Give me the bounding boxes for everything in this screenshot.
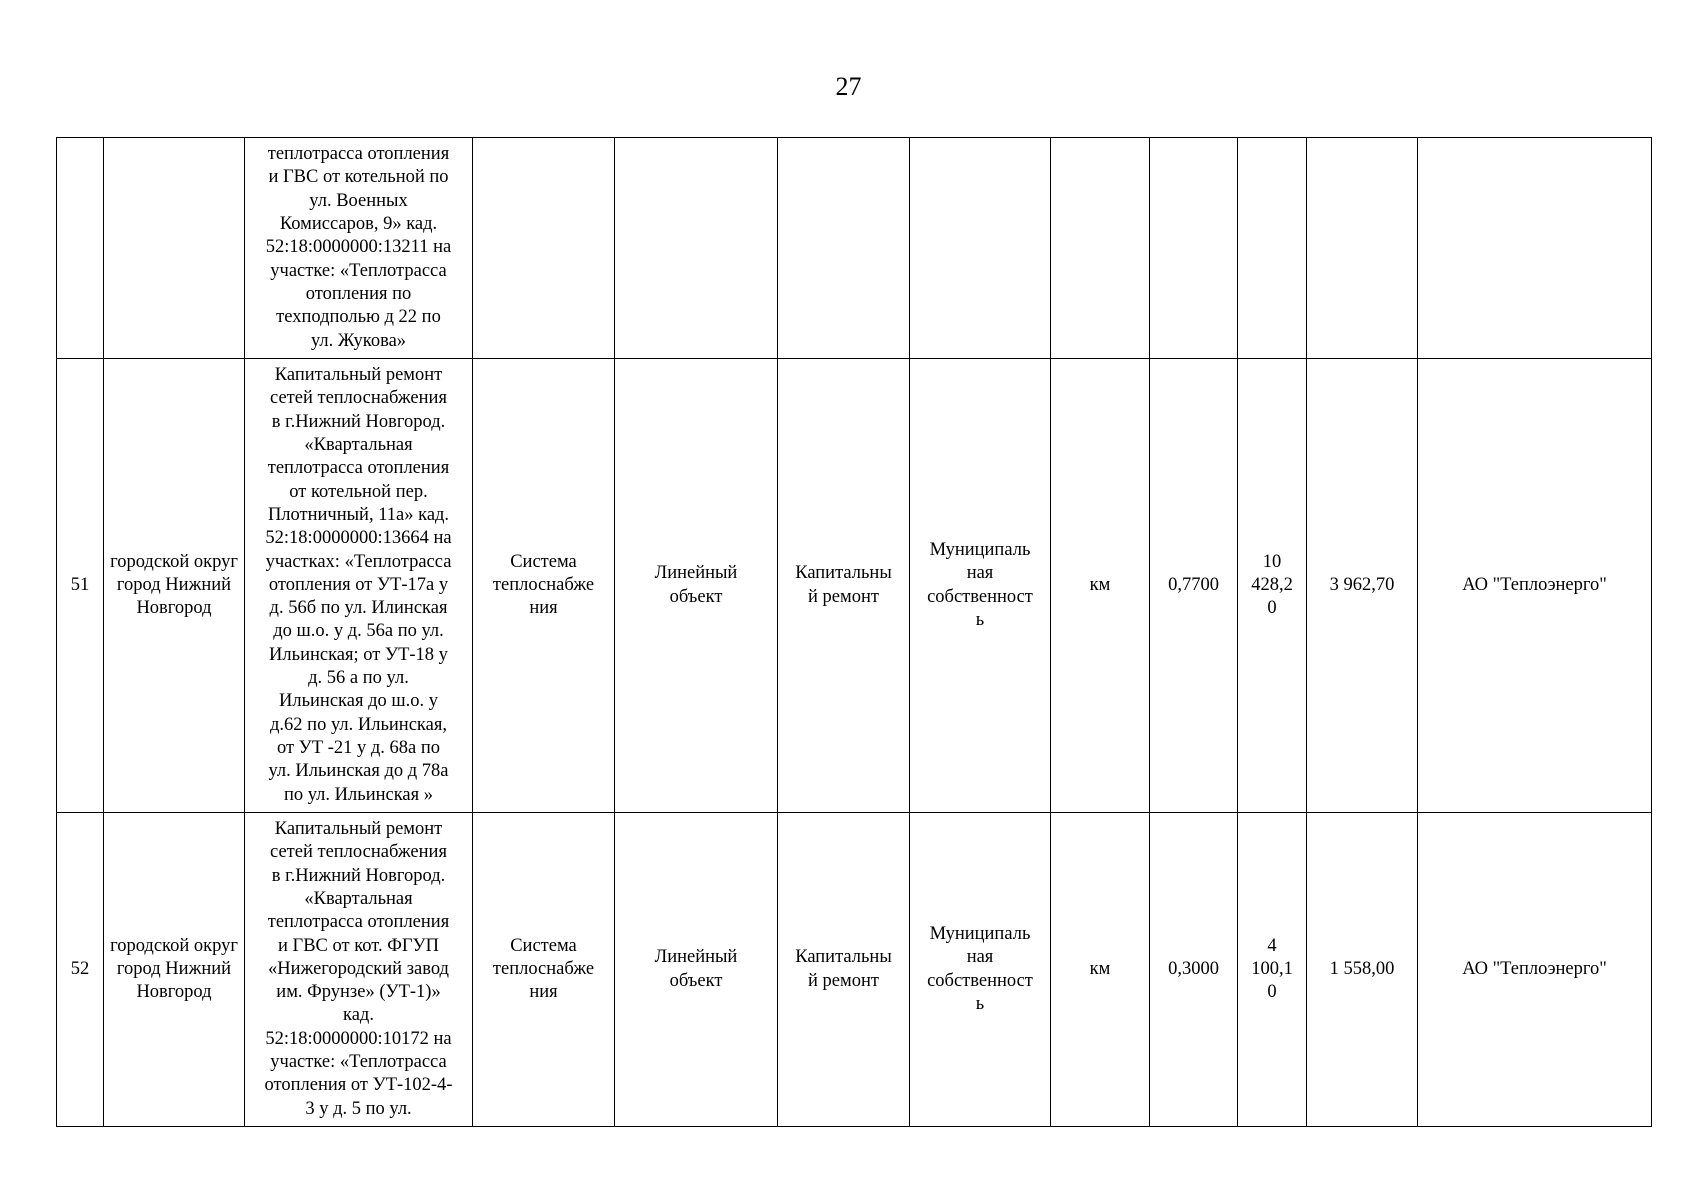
work-type-cell	[778, 813, 910, 1127]
cell-line: 428,2	[1251, 574, 1293, 595]
row-number-cell: 51	[57, 359, 104, 813]
work-type-cell	[778, 138, 910, 359]
cell-line: от УТ -21 у д. 68а по	[276, 737, 441, 758]
cell-line: ния	[529, 598, 558, 619]
cell-line: 4	[1267, 935, 1277, 956]
cell-line: Ильинская; от УТ-18 у	[269, 644, 448, 665]
cell-line: участке: «Теплотрасса	[270, 1052, 447, 1073]
description-cell	[245, 138, 473, 359]
cell-line: объект	[669, 586, 723, 607]
page-number: 27	[835, 72, 862, 101]
cell-line: и ГВС от кот. ФГУП	[277, 935, 439, 956]
cell-line: Система	[510, 935, 577, 956]
description-cell	[245, 813, 473, 1127]
cost-cell	[1238, 138, 1307, 359]
cell-line: д. 56б по ул. Илинская	[269, 598, 448, 619]
unit-cell: км	[1051, 813, 1150, 1127]
cell-line: теплотрасса отопления	[267, 458, 450, 479]
cell-line: участке: «Теплотрасса	[270, 260, 447, 281]
cell-line: в г.Нижний Новгород.	[271, 411, 446, 432]
territory-cell	[104, 138, 245, 359]
row-number-cell: 52	[57, 813, 104, 1127]
cell-line: объект	[669, 970, 723, 991]
object-type-cell	[615, 138, 778, 359]
cell-line: й ремонт	[808, 970, 879, 991]
value-cell	[1307, 138, 1418, 359]
cell-line: собственност	[927, 970, 1033, 991]
cell-line: Капитальный ремонт	[274, 365, 443, 386]
value-cell: 3 962,70	[1307, 359, 1418, 813]
cell-line: ь	[975, 993, 985, 1014]
table-row	[57, 813, 1652, 1127]
cell-line: ная	[966, 563, 994, 584]
cell-line: Капитальны	[795, 563, 892, 584]
cell-line: «Квартальная	[304, 435, 413, 456]
cell-line: Система	[510, 551, 577, 572]
cost-cell	[1238, 359, 1307, 813]
unit-cell: км	[1051, 359, 1150, 813]
cell-line: д. 56 а по ул.	[308, 668, 409, 689]
cell-line: 52:18:0000000:10172 на	[265, 1028, 452, 1049]
length-cell: 0,7700	[1150, 359, 1238, 813]
cell-line: Капитальный ремонт	[274, 819, 443, 840]
cell-line: теплоснабже	[492, 574, 595, 595]
unit-cell	[1051, 138, 1150, 359]
row-number-cell	[57, 138, 104, 359]
cell-line: по ул. Ильинская »	[283, 784, 434, 805]
cell-line: «Нижегородский завод	[268, 958, 449, 979]
cell-line: до ш.о. у д. 56а по ул.	[273, 621, 444, 642]
work-type-cell	[778, 359, 910, 813]
table-row	[57, 359, 1652, 813]
cell-line: участках: «Теплотрасса	[265, 551, 452, 572]
object-type-cell	[615, 359, 778, 813]
system-cell	[473, 138, 615, 359]
organization-cell: АО "Теплоэнерго"	[1418, 359, 1652, 813]
cell-line: ная	[966, 947, 994, 968]
cell-line: «Квартальная	[304, 888, 413, 909]
description-cell	[245, 359, 473, 813]
cost-cell	[1238, 813, 1307, 1127]
ownership-cell	[910, 359, 1051, 813]
cell-line: Муниципаль	[929, 539, 1031, 560]
cell-line: от котельной пер.	[289, 481, 428, 502]
cell-line: й ремонт	[808, 586, 879, 607]
cell-line: 0	[1267, 982, 1277, 1003]
cell-line: ния	[529, 982, 558, 1003]
length-cell	[1150, 138, 1238, 359]
organization-cell	[1418, 138, 1652, 359]
cell-line: теплоснабже	[492, 958, 595, 979]
cell-line: теплотрасса отопления	[267, 912, 450, 933]
object-type-cell	[615, 813, 778, 1127]
cell-line: 52:18:0000000:13664 на	[265, 528, 452, 549]
cell-line: ул. Жукова»	[310, 330, 407, 351]
cell-line: 10	[1262, 551, 1282, 572]
cell-line: отопления от УТ-17а у	[268, 574, 449, 595]
cell-line: отопления по	[305, 283, 412, 304]
cell-line: Плотничный, 11а» кад.	[267, 504, 450, 525]
table-row	[57, 138, 1652, 359]
ownership-cell	[910, 138, 1051, 359]
cell-line: ь	[975, 609, 985, 630]
cell-line: кад.	[343, 1005, 374, 1026]
cell-line: им. Фрунзе» (УТ-1)»	[276, 982, 441, 1003]
cell-line: собственност	[927, 586, 1033, 607]
ownership-cell	[910, 813, 1051, 1127]
cell-line: теплотрасса отопления	[267, 144, 450, 165]
cell-line: сетей теплоснабжения	[270, 388, 447, 409]
cell-line: техподполью д 22 по	[276, 307, 441, 328]
cell-line: Капитальны	[795, 947, 892, 968]
cell-line: ул. Ильинская до д 78а	[268, 761, 449, 782]
cell-line: Ильинская до ш.о. у	[278, 691, 438, 712]
system-cell	[473, 359, 615, 813]
cell-line: 100,1	[1251, 958, 1293, 979]
system-cell	[473, 813, 615, 1127]
length-cell: 0,3000	[1150, 813, 1238, 1127]
cell-line: сетей теплоснабжения	[270, 842, 447, 863]
cell-line: отопления от УТ-102-4-	[264, 1075, 453, 1096]
cell-line: в г.Нижний Новгород.	[271, 865, 446, 886]
cell-line: 3 у д. 5 по ул.	[305, 1098, 412, 1119]
cell-line: д.62 по ул. Ильинская,	[270, 714, 447, 735]
territory-cell: городской округ город Нижний Новгород	[104, 359, 245, 813]
value-cell: 1 558,00	[1307, 813, 1418, 1127]
cell-line: Линейный	[654, 947, 738, 968]
cell-line: 0	[1267, 598, 1277, 619]
cell-line: 52:18:0000000:13211 на	[265, 237, 452, 258]
cell-line: и ГВС от котельной по	[268, 167, 449, 188]
works-table	[56, 137, 1652, 1127]
cell-line: Комиссаров, 9» кад.	[279, 214, 438, 235]
cell-line: ул. Военных	[309, 190, 408, 211]
organization-cell: АО "Теплоэнерго"	[1418, 813, 1652, 1127]
cell-line: Линейный	[654, 563, 738, 584]
cell-line: Муниципаль	[929, 923, 1031, 944]
territory-cell: городской округ город Нижний Новгород	[104, 813, 245, 1127]
